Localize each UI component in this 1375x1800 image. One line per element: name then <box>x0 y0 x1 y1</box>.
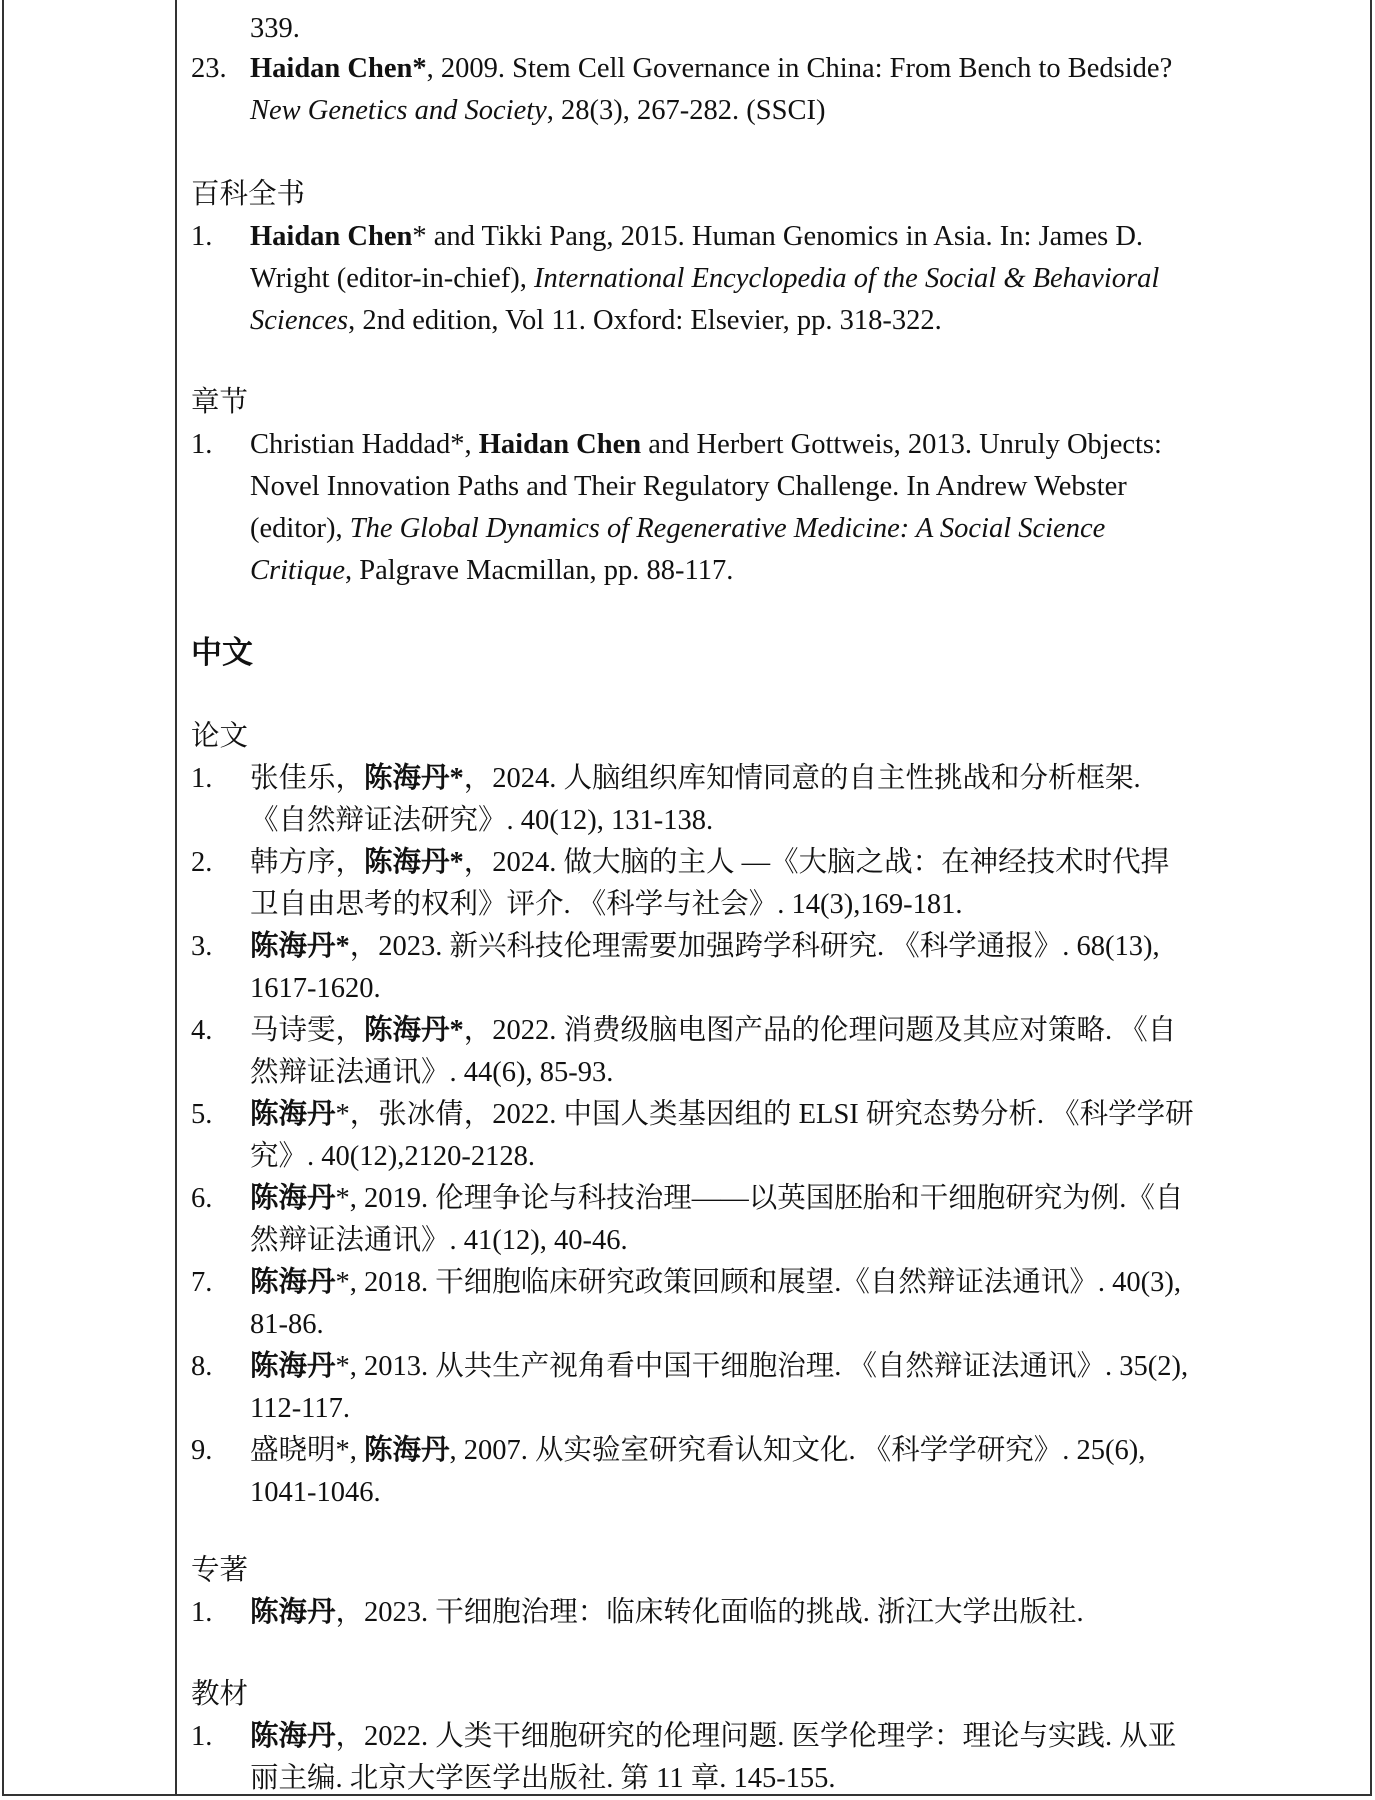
author-name: 陈海丹 <box>250 1721 336 1752</box>
author-name: 陈海丹* <box>364 847 464 878</box>
subsection-heading-encyclopedia: 百科全书 <box>191 179 306 210</box>
reference-line: 陈海丹，2023. 干细胞治理：临床转化面临的挑战. 浙江大学出版社. <box>250 1597 1084 1628</box>
entry-number: 1. <box>191 221 213 252</box>
author-name: 陈海丹 <box>364 1435 450 1466</box>
author-name: 陈海丹 <box>250 1597 336 1628</box>
reference-line: 盛晓明*, 陈海丹, 2007. 从实验室研究看认知文化. 《科学学研究》. 25(6), <box>250 1435 1146 1466</box>
author-name: 陈海丹 <box>250 1183 336 1214</box>
reference-line: Sciences, 2nd edition, Vol 11. Oxford: Elsevier, pp. 318-322. <box>250 305 942 336</box>
reference-line: 张佳乐，陈海丹*，2024. 人脑组织库知情同意的自主性挑战和分析框架. <box>250 763 1141 794</box>
reference-line: 《自然辩证法研究》. 40(12), 131-138. <box>250 805 714 836</box>
author-name: 陈海丹* <box>364 1015 464 1046</box>
reference-line: 陈海丹，2022. 人类干细胞研究的伦理问题. 医学伦理学：理论与实践. 从亚 <box>250 1721 1177 1752</box>
reference-line: Christian Haddad*, Haidan Chen and Herbert Gottweis, 2013. Unruly Objects: <box>250 429 1162 460</box>
section-heading-chinese: 中文 <box>191 635 253 670</box>
entry-number: 3. <box>191 931 213 962</box>
author-name: Haidan Chen <box>250 221 413 252</box>
reference-line: (editor), The Global Dynamics of Regenerative Medicine: A Social Science <box>250 513 1106 544</box>
reference-line: New Genetics and Society, 28(3), 267-282. (SSCI) <box>250 95 826 126</box>
continued-page-number: 339. <box>250 13 300 44</box>
reference-line: Wright (editor-in-chief), International Encyclopedia of the Social & Behavioral <box>250 263 1160 294</box>
entry-number: 9. <box>191 1435 213 1466</box>
reference-line: 马诗雯，陈海丹*，2022. 消费级脑电图产品的伦理问题及其应对策略. 《自 <box>250 1015 1177 1046</box>
author-name: 陈海丹 <box>250 1267 336 1298</box>
author-name: Haidan Chen <box>478 429 642 460</box>
reference-line: Haidan Chen*, 2009. Stem Cell Governance in China: From Bench to Bedside? <box>250 53 1173 84</box>
author-name: 陈海丹 <box>250 1351 336 1382</box>
entry-number: 8. <box>191 1351 213 1382</box>
entry-number: 1. <box>191 1721 213 1752</box>
reference-line: 卫自由思考的权利》评介. 《科学与社会》. 14(3),169-181. <box>250 889 963 920</box>
reference-line: 81-86. <box>250 1309 324 1340</box>
entry-number: 5. <box>191 1099 213 1130</box>
author-name: 陈海丹* <box>364 763 464 794</box>
reference-line: 陈海丹*，张冰倩，2022. 中国人类基因组的 ELSI 研究态势分析. 《科学学研 <box>250 1099 1194 1130</box>
reference-line: 1617-1620. <box>250 973 381 1004</box>
reference-line: Haidan Chen* and Tikki Pang, 2015. Human Genomics in Asia. In: James D. <box>250 221 1144 252</box>
entry-number: 4. <box>191 1015 213 1046</box>
entry-number: 23. <box>191 53 227 84</box>
entry-number: 2. <box>191 847 213 878</box>
author-name: Haidan Chen* <box>250 53 427 84</box>
reference-line: 韩方序，陈海丹*，2024. 做大脑的主人 —《大脑之战：在神经技术时代捍 <box>250 847 1170 878</box>
subsection-heading-textbook: 教材 <box>191 1679 249 1710</box>
reference-line: 然辩证法通讯》. 41(12), 40-46. <box>250 1225 628 1256</box>
column-divider <box>175 0 177 1796</box>
journal-title: New Genetics and Society <box>250 95 547 126</box>
entry-number: 1. <box>191 429 213 460</box>
entry-number: 1. <box>191 1597 213 1628</box>
reference-line: 丽主编. 北京大学医学出版社. 第 11 章. 145-155. <box>250 1763 836 1794</box>
reference-line: Novel Innovation Paths and Their Regulatory Challenge. In Andrew Webster <box>250 471 1127 502</box>
reference-line: 陈海丹*，2023. 新兴科技伦理需要加强跨学科研究. 《科学通报》. 68(13), <box>250 931 1160 962</box>
reference-line: 然辩证法通讯》. 44(6), 85-93. <box>250 1057 614 1088</box>
reference-line: 1041-1046. <box>250 1477 381 1508</box>
reference-line: 陈海丹*, 2013. 从共生产视角看中国干细胞治理. 《自然辩证法通讯》. 35(2), <box>250 1351 1189 1382</box>
subsection-heading-papers: 论文 <box>191 721 249 752</box>
author-name: 陈海丹* <box>250 931 350 962</box>
reference-line: Critique, Palgrave Macmillan, pp. 88-117. <box>250 555 734 586</box>
reference-line: 陈海丹*, 2018. 干细胞临床研究政策回顾和展望.《自然辩证法通讯》. 40(3), <box>250 1267 1181 1298</box>
author-name: 陈海丹 <box>250 1099 336 1130</box>
entry-number: 1. <box>191 763 213 794</box>
reference-line: 究》. 40(12),2120-2128. <box>250 1141 535 1172</box>
entry-number: 6. <box>191 1183 213 1214</box>
subsection-heading-monograph: 专著 <box>191 1555 249 1586</box>
entry-number: 7. <box>191 1267 213 1298</box>
subsection-heading-chapters: 章节 <box>191 387 249 418</box>
reference-line: 陈海丹*, 2019. 伦理争论与科技治理——以英国胚胎和干细胞研究为例.《自 <box>250 1183 1184 1214</box>
reference-line: 112-117. <box>250 1393 351 1424</box>
